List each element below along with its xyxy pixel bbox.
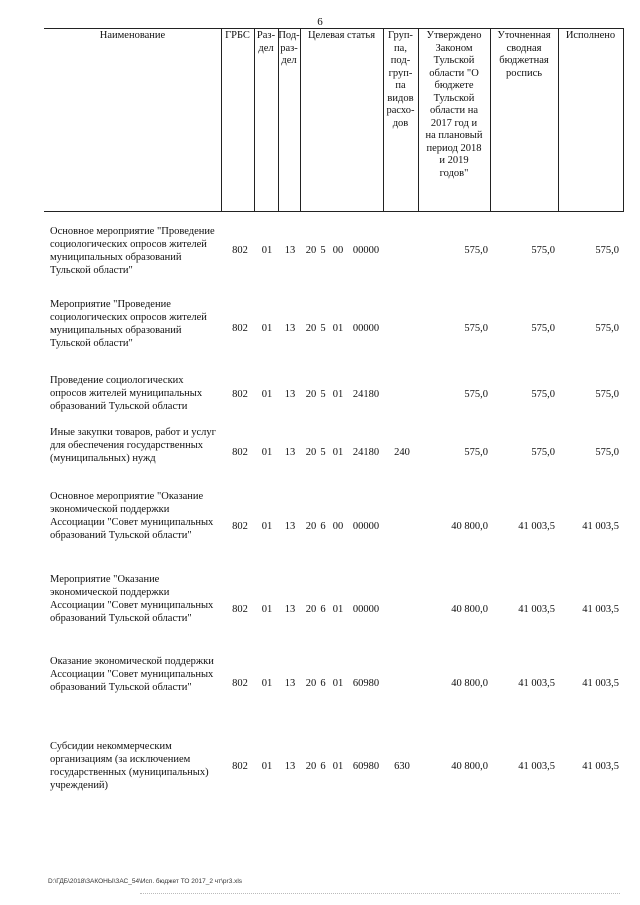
row-podrazdel: 13 bbox=[284, 521, 296, 532]
row-executed: 575,0 bbox=[595, 323, 619, 334]
row-grbs: 802 bbox=[232, 389, 248, 400]
row-grbs: 802 bbox=[232, 323, 248, 334]
row-razdel: 01 bbox=[261, 761, 273, 772]
row-grbs: 802 bbox=[232, 245, 248, 256]
row-razdel: 01 bbox=[261, 447, 273, 458]
row-target-program: 20 bbox=[305, 761, 317, 772]
row-refined: 41 003,5 bbox=[518, 521, 555, 532]
row-target-direction: 00000 bbox=[352, 245, 380, 256]
row-name: Субсидии некоммерческим организациям (за исключением государственных (муниципальных) учреждений) bbox=[50, 741, 209, 791]
row-approved: 575,0 bbox=[464, 323, 488, 334]
row-razdel: 01 bbox=[261, 389, 273, 400]
row-target-event: 00 bbox=[332, 245, 344, 256]
row-razdel: 01 bbox=[261, 521, 273, 532]
row-approved: 575,0 bbox=[464, 245, 488, 256]
row-target-program: 20 bbox=[305, 245, 317, 256]
header-target: Целевая статья bbox=[307, 30, 376, 41]
row-approved: 40 800,0 bbox=[451, 678, 488, 689]
row-target-event: 01 bbox=[332, 323, 344, 334]
row-executed: 41 003,5 bbox=[582, 678, 619, 689]
row-razdel: 01 bbox=[261, 604, 273, 615]
row-target-subprogram: 5 bbox=[320, 245, 326, 256]
row-target-subprogram: 6 bbox=[320, 761, 326, 772]
footer-divider bbox=[140, 893, 620, 894]
row-target-program: 20 bbox=[305, 521, 317, 532]
row-podrazdel: 13 bbox=[284, 323, 296, 334]
row-executed: 575,0 bbox=[595, 245, 619, 256]
row-target-subprogram: 5 bbox=[320, 389, 326, 400]
header-vr: Груп- па, под- груп- па видов расхо- дов bbox=[386, 30, 415, 129]
row-razdel: 01 bbox=[261, 678, 273, 689]
header-podrazdel: Под- раз- дел bbox=[278, 30, 300, 66]
header-name: Наименование bbox=[99, 30, 166, 41]
row-podrazdel: 13 bbox=[284, 245, 296, 256]
row-approved: 40 800,0 bbox=[451, 761, 488, 772]
row-target-direction: 60980 bbox=[352, 678, 380, 689]
row-refined: 575,0 bbox=[531, 245, 555, 256]
row-refined: 575,0 bbox=[531, 447, 555, 458]
row-name: Основное мероприятие "Проведение социологических опросов жителей муниципальных образований Тульской области" bbox=[50, 226, 215, 276]
header-executed: Исполнено bbox=[565, 30, 616, 41]
row-name: Иные закупки товаров, работ и услуг для обеспечения государственных (муниципальных) нужд bbox=[50, 427, 216, 464]
row-name: Основное мероприятие "Оказание экономической поддержки Ассоциации "Совет муниципальных образований Тульской области" bbox=[50, 491, 214, 541]
row-vr: 240 bbox=[394, 447, 410, 458]
row-target-program: 20 bbox=[305, 604, 317, 615]
row-refined: 575,0 bbox=[531, 323, 555, 334]
row-target-program: 20 bbox=[305, 323, 317, 334]
row-target-program: 20 bbox=[305, 389, 317, 400]
row-target-subprogram: 6 bbox=[320, 604, 326, 615]
row-target-subprogram: 5 bbox=[320, 447, 326, 458]
row-target-subprogram: 5 bbox=[320, 323, 326, 334]
row-target-direction: 00000 bbox=[352, 604, 380, 615]
row-grbs: 802 bbox=[232, 761, 248, 772]
row-target-program: 20 bbox=[305, 678, 317, 689]
row-name: Мероприятие "Оказание экономической поддержки Ассоциации "Совет муниципальных образований Тульской области" bbox=[50, 574, 214, 624]
row-target-direction: 60980 bbox=[352, 761, 380, 772]
row-target-subprogram: 6 bbox=[320, 678, 326, 689]
row-target-direction: 24180 bbox=[352, 447, 380, 458]
file-path-footer: D:\ГДБ\2018\ЗАКОНЫ\ЗАС_54\Исп. бюджет ТО 2017_2 чт\pr3.xls bbox=[48, 878, 243, 885]
row-target-event: 01 bbox=[332, 761, 344, 772]
row-executed: 41 003,5 bbox=[582, 521, 619, 532]
row-approved: 575,0 bbox=[464, 447, 488, 458]
row-target-program: 20 bbox=[305, 447, 317, 458]
row-razdel: 01 bbox=[261, 245, 273, 256]
row-target-event: 00 bbox=[332, 521, 344, 532]
row-executed: 575,0 bbox=[595, 389, 619, 400]
row-razdel: 01 bbox=[261, 323, 273, 334]
row-refined: 41 003,5 bbox=[518, 604, 555, 615]
row-grbs: 802 bbox=[232, 447, 248, 458]
row-podrazdel: 13 bbox=[284, 389, 296, 400]
row-name: Мероприятие "Проведение социологических опросов жителей муниципальных образований Тульской области" bbox=[50, 299, 207, 349]
row-grbs: 802 bbox=[232, 521, 248, 532]
row-target-direction: 24180 bbox=[352, 389, 380, 400]
row-target-event: 01 bbox=[332, 447, 344, 458]
header-approved: Утверждено Законом Тульской области "О бюджете Тульской области на 2017 год и на плановый период 2018 и 2019 годов" bbox=[425, 30, 483, 179]
row-approved: 40 800,0 bbox=[451, 521, 488, 532]
row-podrazdel: 13 bbox=[284, 604, 296, 615]
header-refined: Уточненная сводная бюджетная роспись bbox=[497, 30, 551, 79]
row-approved: 40 800,0 bbox=[451, 604, 488, 615]
row-podrazdel: 13 bbox=[284, 678, 296, 689]
row-target-direction: 00000 bbox=[352, 323, 380, 334]
row-target-event: 01 bbox=[332, 678, 344, 689]
row-target-subprogram: 6 bbox=[320, 521, 326, 532]
row-name: Оказание экономической поддержки Ассоциации "Совет муниципальных образований Тульской области" bbox=[50, 656, 214, 693]
row-grbs: 802 bbox=[232, 604, 248, 615]
row-vr: 630 bbox=[394, 761, 410, 772]
row-target-event: 01 bbox=[332, 389, 344, 400]
row-name: Проведение социологических опросов жителей муниципальных образований Тульской области bbox=[50, 375, 203, 412]
row-executed: 41 003,5 bbox=[582, 604, 619, 615]
row-executed: 575,0 bbox=[595, 447, 619, 458]
row-executed: 41 003,5 bbox=[582, 761, 619, 772]
row-refined: 41 003,5 bbox=[518, 761, 555, 772]
row-target-event: 01 bbox=[332, 604, 344, 615]
row-podrazdel: 13 bbox=[284, 761, 296, 772]
row-podrazdel: 13 bbox=[284, 447, 296, 458]
header-grbs: ГРБС bbox=[225, 30, 250, 41]
row-refined: 41 003,5 bbox=[518, 678, 555, 689]
table-header bbox=[44, 28, 624, 212]
row-grbs: 802 bbox=[232, 678, 248, 689]
row-target-direction: 00000 bbox=[352, 521, 380, 532]
row-approved: 575,0 bbox=[464, 389, 488, 400]
page-number: 6 bbox=[317, 16, 323, 28]
header-razdel: Раз- дел bbox=[256, 30, 276, 54]
row-refined: 575,0 bbox=[531, 389, 555, 400]
